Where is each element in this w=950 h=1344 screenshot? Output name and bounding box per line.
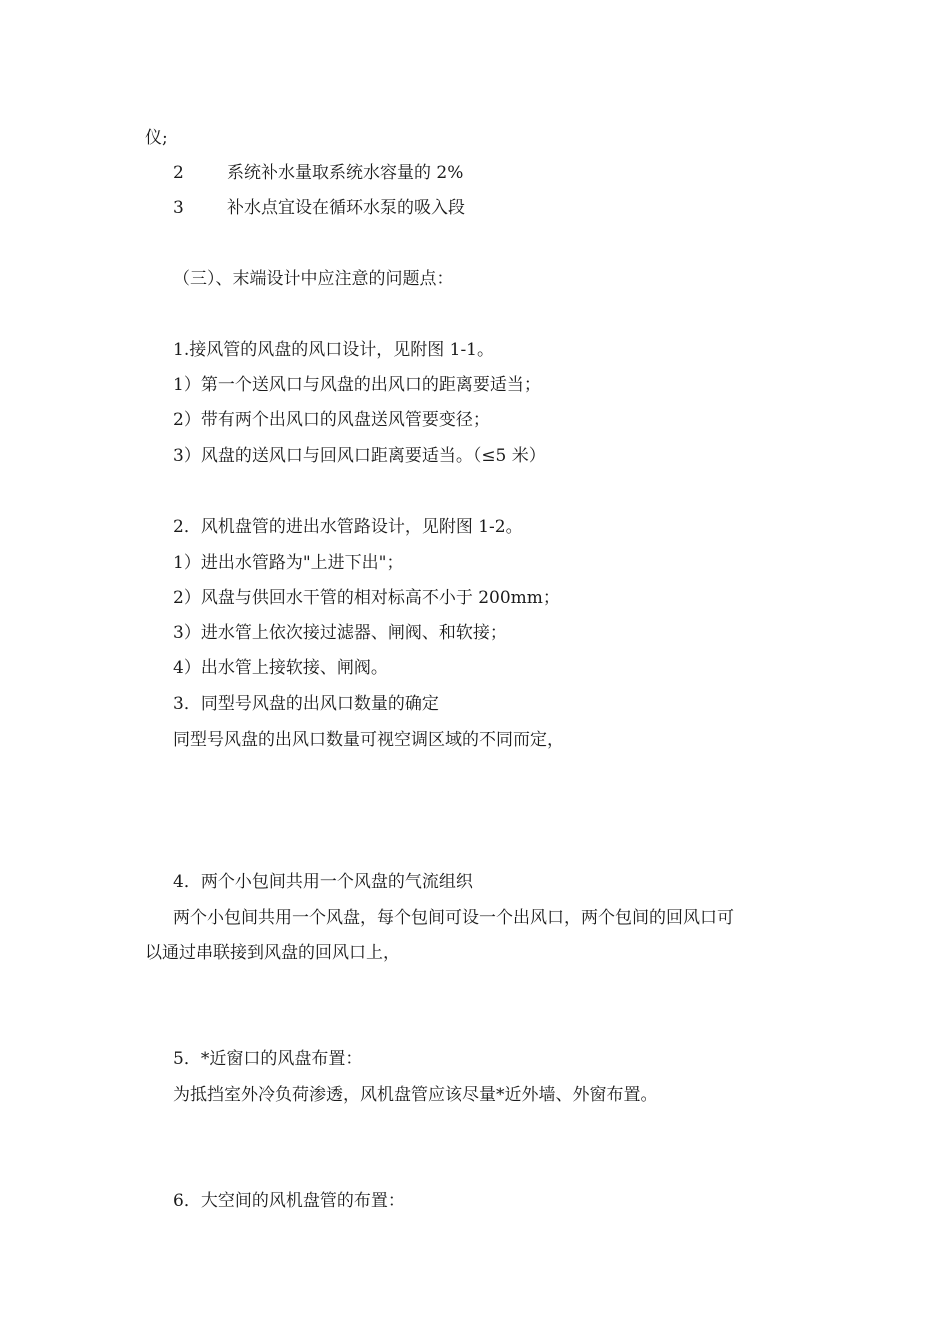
item-title: 6．大空间的风机盘管的布置： — [173, 1191, 405, 1211]
item-text: 系统补水量取系统水容量的 2% — [227, 163, 464, 183]
sub-item: 2）带有两个出风口的风盘送风管要变径； — [173, 410, 490, 430]
paragraph: 两个小包间共用一个风盘，每个包间可设一个出风口，两个包间的回风口可 — [173, 908, 734, 928]
item-title: 1.接风管的风盘的风口设计，见附图 1-1。 — [173, 340, 494, 360]
item-text: 补水点宜设在循环水泵的吸入段 — [227, 198, 465, 218]
sub-item: 2）风盘与供回水干管的相对标高不小于 200mm； — [173, 588, 560, 608]
numbered-item — [173, 161, 463, 185]
text-line: 仪; — [145, 128, 168, 148]
sub-item: 1）第一个送风口与风盘的出风口的距离要适当； — [173, 375, 541, 395]
paragraph: 同型号风盘的出风口数量可视空调区域的不同而定， — [173, 730, 564, 750]
item-title: 4．两个小包间共用一个风盘的气流组织 — [173, 872, 473, 892]
item-title: 2．风机盘管的进出水管路设计，见附图 1-2。 — [173, 517, 523, 537]
paragraph: 为抵挡室外冷负荷渗透，风机盘管应该尽量*近外墙、外窗布置。 — [173, 1085, 658, 1105]
sub-item: 3）进水管上依次接过滤器、闸阀、和软接； — [173, 623, 507, 643]
item-number: 3 — [173, 198, 184, 218]
item-number: 2 — [173, 163, 184, 183]
item-title: 5．*近窗口的风盘布置： — [173, 1049, 363, 1069]
sub-item: 3）风盘的送风口与回风口距离要适当。（≤5 米） — [173, 446, 546, 466]
section-heading: （三）、末端设计中应注意的问题点： — [173, 269, 454, 289]
numbered-item — [173, 196, 465, 220]
sub-item: 4）出水管上接软接、闸阀。 — [173, 658, 388, 678]
sub-item: 1）进出水管路为"上进下出"； — [173, 553, 404, 573]
paragraph: 以通过串联接到风盘的回风口上， — [145, 943, 400, 963]
item-title: 3．同型号风盘的出风口数量的确定 — [173, 694, 439, 714]
